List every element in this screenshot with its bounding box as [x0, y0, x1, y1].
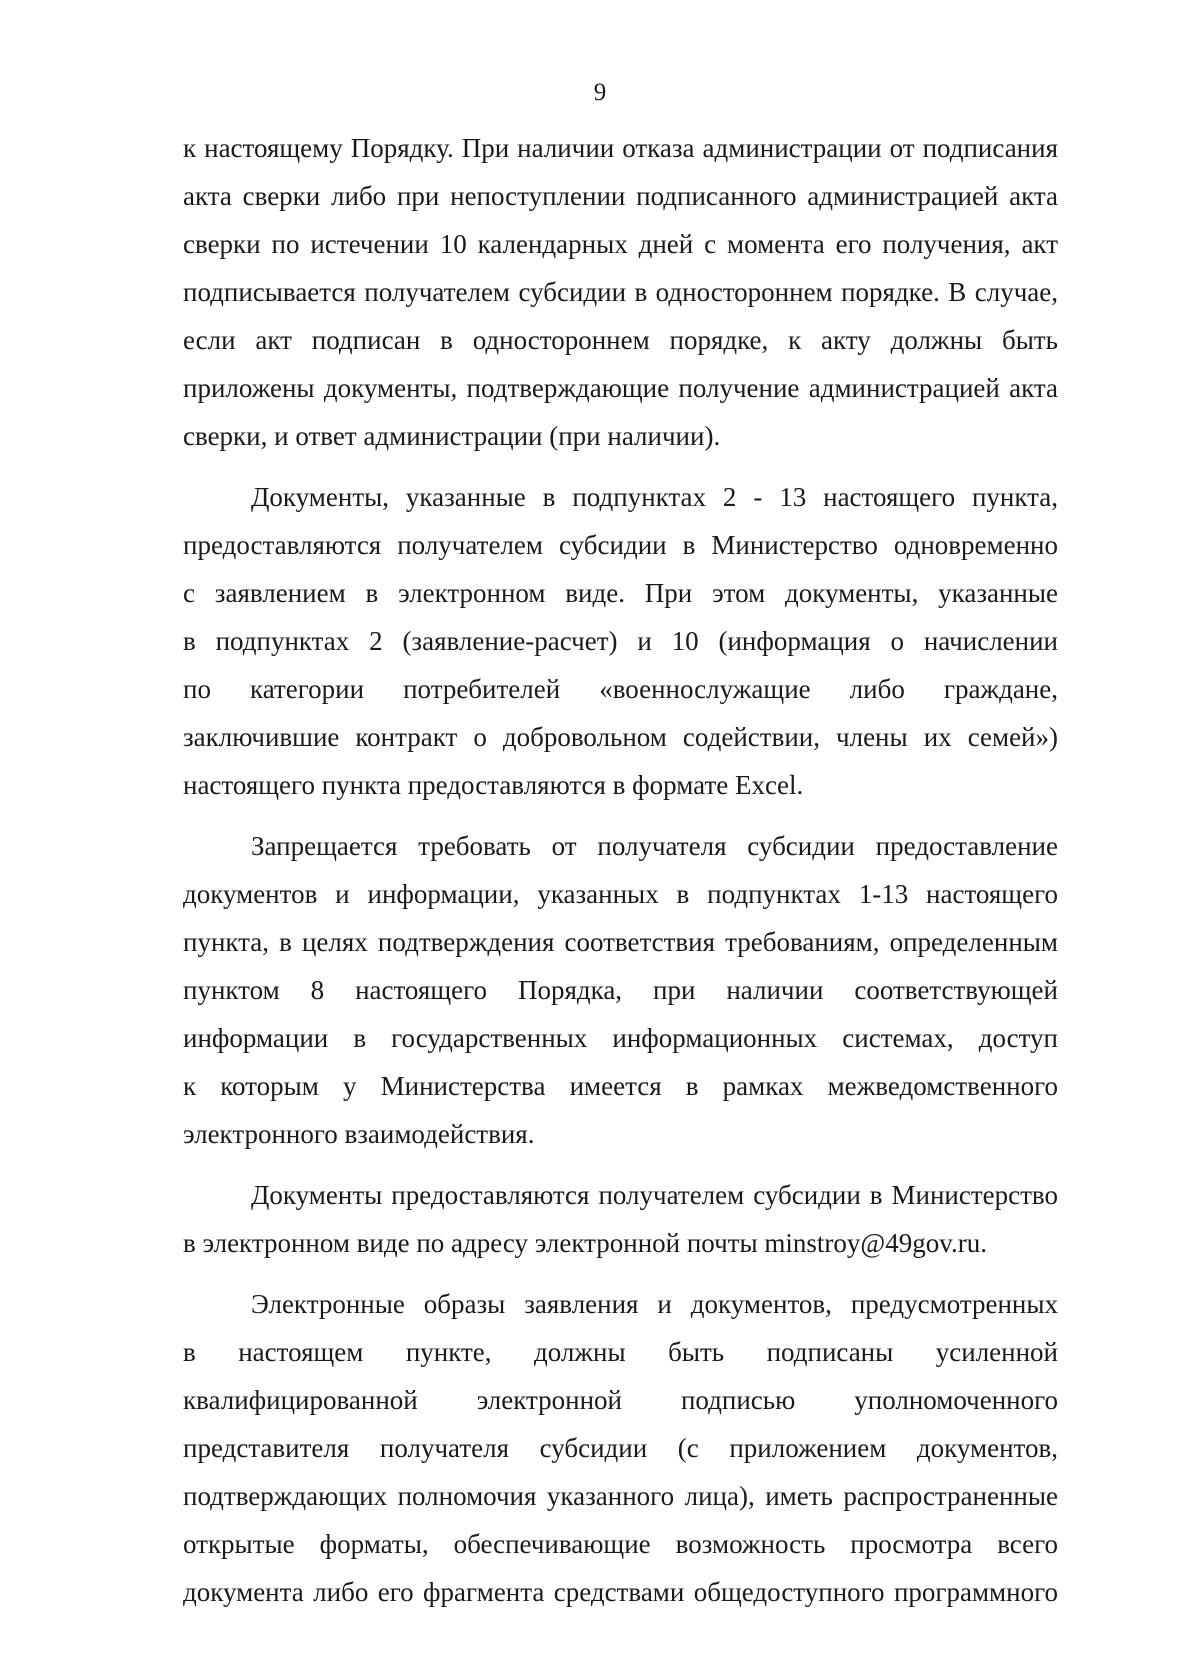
paragraph-line: Запрещается требовать от получателя субсидии предоставление: [251, 831, 1058, 861]
paragraph-line: квалифицированной электронной подписью уполномоченного: [183, 1385, 1058, 1415]
paragraph-line: пунктом 8 настоящего Порядка, при наличии соответствующей: [183, 975, 1058, 1005]
paragraph-line: предоставляются получателем субсидии в Министерство одновременно: [183, 530, 1058, 560]
paragraph-line: подписывается получателем субсидии в одностороннем порядке. В случае,: [183, 277, 1058, 307]
paragraph-line: пункта, в целях подтверждения соответствия требованиям, определенным: [183, 927, 1058, 957]
paragraph-line: к настоящему Порядку. При наличии отказа администрации от подписания: [183, 133, 1058, 163]
paragraph-line: документа либо его фрагмента средствами общедоступного программного: [183, 1577, 1058, 1607]
paragraph-line: представителя получателя субсидии (с приложением документов,: [183, 1433, 1058, 1463]
paragraph-line: открытые форматы, обеспечивающие возможность просмотра всего: [183, 1529, 1058, 1559]
paragraph-line: приложены документы, подтверждающие получение администрацией акта: [183, 373, 1058, 403]
paragraph-line: по категории потребителей «военнослужащие либо граждане,: [183, 674, 1058, 704]
paragraph-line: в настоящем пункте, должны быть подписаны усиленной: [183, 1337, 1058, 1367]
paragraph-2: [183, 473, 1058, 809]
paragraph-line: электронного взаимодействия.: [183, 1119, 535, 1149]
page-number: 9: [593, 79, 607, 106]
paragraph-line: к которым у Министерства имеется в рамках межведомственного: [183, 1071, 1058, 1101]
paragraph-line: акта сверки либо при непоступлении подписанного администрацией акта: [183, 181, 1058, 211]
paragraph-line: Документы, указанные в подпунктах 2 - 13 настоящего пункта,: [251, 482, 1058, 512]
paragraph-line: заключившие контракт о добровольном содействии, члены их семей»): [183, 722, 1058, 752]
paragraph-line: в электронном виде по адресу электронной почты minstroy@49gov.ru.: [183, 1228, 987, 1258]
paragraph-line: сверки, и ответ администрации (при наличии).: [183, 421, 721, 451]
paragraph-line: с заявлением в электронном виде. При этом документы, указанные: [183, 578, 1058, 608]
paragraph-line: Документы предоставляются получателем субсидии в Министерство: [251, 1180, 1058, 1210]
paragraph-3: [183, 822, 1058, 1158]
paragraph-line: сверки по истечении 10 календарных дней с момента его получения, акт: [183, 229, 1058, 259]
document-body: [183, 124, 1058, 1616]
paragraph-4: [183, 1171, 1058, 1267]
paragraph-line: если акт подписан в одностороннем порядке, к акту должны быть: [183, 325, 1058, 355]
paragraph-line: информации в государственных информационных системах, доступ: [183, 1023, 1058, 1053]
paragraph-line: документов и информации, указанных в подпунктах 1-13 настоящего: [183, 879, 1058, 909]
paragraph-line: Электронные образы заявления и документов, предусмотренных: [251, 1289, 1058, 1319]
paragraph-line: в подпунктах 2 (заявление-расчет) и 10 (информация о начислении: [183, 626, 1058, 656]
paragraph-line: настоящего пункта предоставляются в формате Excel.: [183, 770, 804, 800]
paragraph-1: [183, 124, 1058, 460]
paragraph-line: подтверждающих полномочия указанного лица), иметь распространенные: [183, 1481, 1058, 1511]
paragraph-5: [183, 1280, 1058, 1616]
